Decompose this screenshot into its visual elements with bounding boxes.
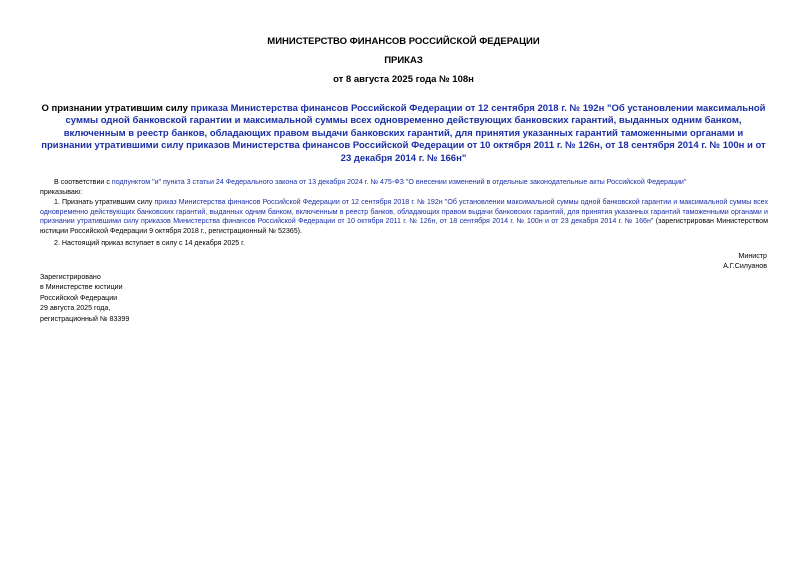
ministry-heading: МИНИСТЕРСТВО ФИНАНСОВ РОССИЙСКОЙ ФЕДЕРАЦИИ (267, 36, 540, 47)
signature-position: Министр (738, 252, 767, 260)
preamble-prefix: В соответствии с (54, 178, 112, 186)
registration-line-2: в Министерстве юстиции (40, 283, 123, 292)
preamble-link-law-475fz[interactable]: подпунктом "и" пункта 3 статьи 24 Федерального закона от 13 декабря 2024 г. № 475-ФЗ "О внесении изменений в отдельные законодательные акты Российской Федерации" (111, 178, 687, 186)
item-1-suffix: (зарегистрирован Министерством юстиции Российской Федерации 9 октября 2018 г., регистрационный № 52365). (40, 217, 768, 235)
item-1-prefix: 1. Признать утратившим силу (54, 198, 155, 206)
title-link-order-192n[interactable]: приказа Министерства финансов Российской Федерации от 12 сентября 2018 г. № 192н "Об установлении максимальной суммы одной банковской гарантии и максимальной суммы всех одновременно действующих банковских гарантий, выданных одним банком, включенным в реестр банков, обладающих правом выдачи банковских гарантий, для принятия указанных гарантий таможенными органами и признании утратившими силу приказов Министерства финансов Российской Федерации от 10 октября 2011 г. № 126н, от 18 сентября 2014 г. № 100н и от 23 декабря 2014 г. № 166н" (41, 103, 766, 164)
preamble-paragraph (40, 178, 768, 188)
signature-block (723, 251, 767, 271)
document-title (40, 103, 767, 165)
doc-type-heading: ПРИКАЗ (384, 55, 423, 66)
item-1-paragraph (40, 198, 768, 236)
title-prefix: О признании утратившим силу (41, 103, 191, 114)
registration-block (40, 272, 129, 324)
item-2-paragraph: 2. Настоящий приказ вступает в силу с 14 декабря 2025 г. (54, 239, 245, 247)
registration-line-5: регистрационный № 83399 (40, 314, 130, 323)
registration-line-4: 29 августа 2025 года, (40, 304, 111, 313)
registration-line-1: Зарегистрировано (40, 273, 101, 281)
signature-name: А.Г.Силуанов (723, 262, 767, 270)
registration-line-3: Российской Федерации (40, 293, 118, 302)
item-1-link-order-192n[interactable]: приказ Министерства финансов Российской Федерации от 12 сентября 2018 г. № 192н "Об установлении максимальной суммы одной банковской гарантии и максимальной суммы всех одновременно действующих банковских гарантий, выданных одним банком, включенным в реестр банков, обладающих правом выдачи банковских гарантий, для принятия указанных гарантий таможенными органами и признании утратившими силу приказов Министерства финансов Российской Федерации от 10 октября 2011 г. № 126н, от 18 сентября 2014 г. № 100н и от 23 декабря 2014 г. № 166н" (40, 198, 769, 226)
orders-text: приказываю: (40, 188, 83, 196)
date-number-heading: от 8 августа 2025 года № 108н (333, 74, 474, 85)
